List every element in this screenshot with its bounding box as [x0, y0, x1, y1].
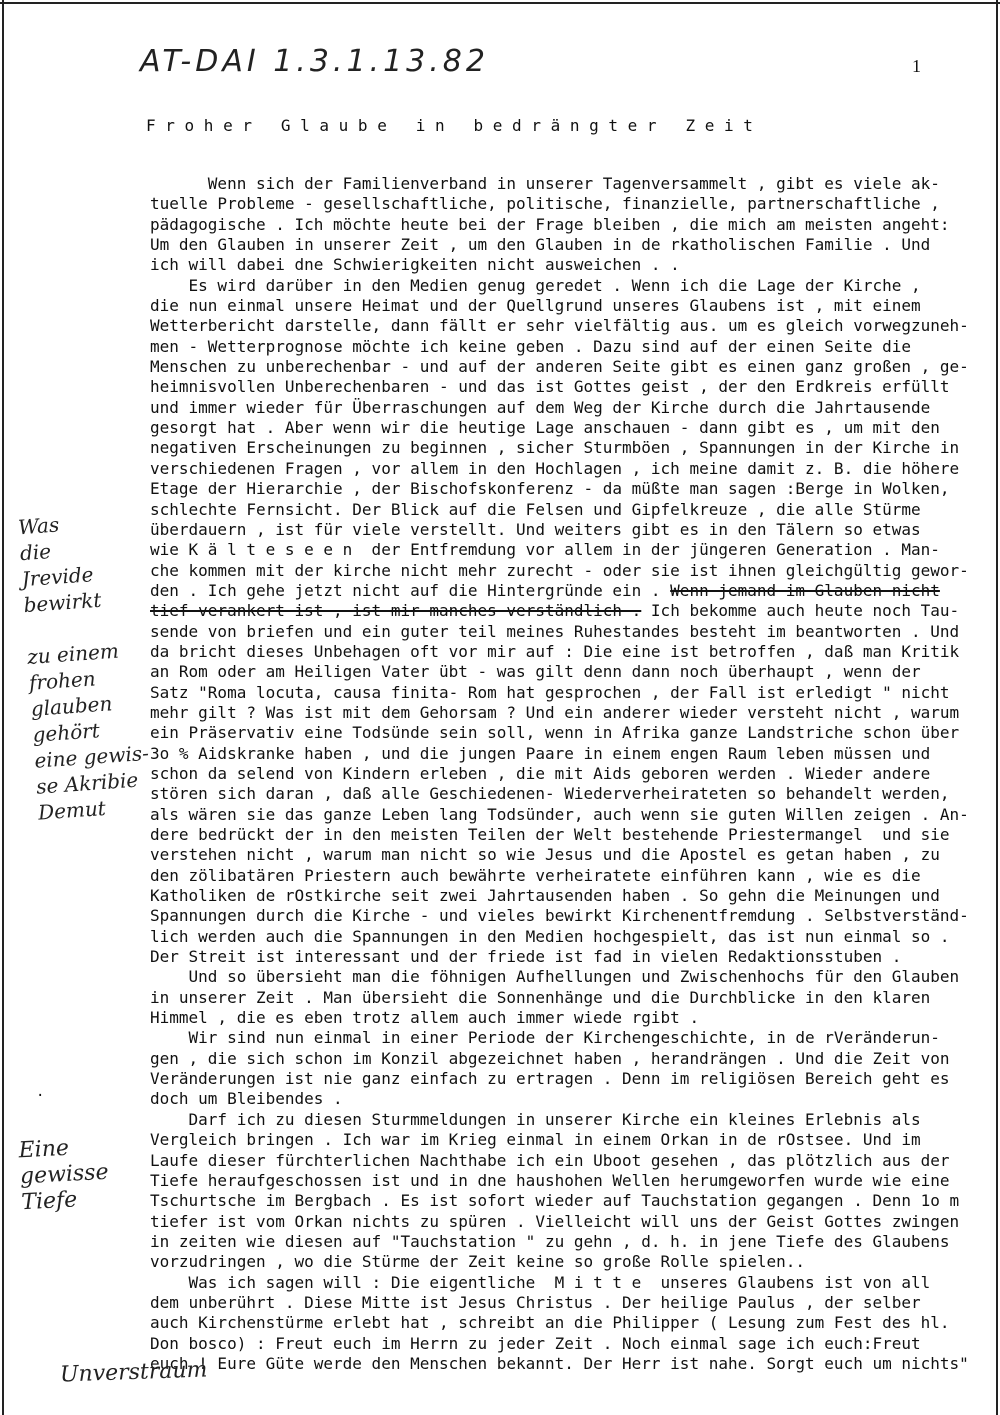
text-line: da bricht dieses Unbehagen oft vor mir auf : Die eine ist betroffen , daß man Kritik	[150, 641, 960, 661]
archive-id: AT-DAI 1.3.1.13.82	[140, 44, 489, 79]
text-line	[150, 601, 1000, 621]
text-line: Was ich sagen will : Die eigentliche M i t t e unseres Glaubens ist von all	[150, 1272, 931, 1292]
text-segment: den . Ich gehe jetzt nicht auf die Hintergründe ein .	[150, 580, 671, 600]
text-line: ein Präservativ eine Todsünde sein soll, wenn in Afrika ganze Landstriche schon über	[150, 723, 960, 743]
text-line: Wenn sich der Familienverband in unserer Tagenversammelt , gibt es viele ak-	[150, 174, 940, 193]
text-line: in zeiten wie diesen auf "Tauchstation " zu gehn , d. h. in jene Tiefe des Glaubens	[150, 1231, 950, 1251]
text-line: heimnisvollen Unberechenbaren - und das ist Gottes geist , der den Erdkreis erfüllt	[150, 377, 950, 397]
text-line: gesorgt hat . Aber wenn wir die heutige Lage anschauen - dann gibt es , um mit den	[150, 418, 940, 438]
page-border-left	[2, 0, 4, 1415]
text-line: Darf ich zu diesen Sturmmeldungen in unserer Kirche ein kleines Erlebnis als	[150, 1109, 921, 1129]
text-line	[150, 581, 1000, 601]
text-line: dere bedrückt der in den meisten Teilen der Welt bestehende Priestermangel und sie	[150, 825, 950, 844]
text-line: Der Streit ist interessant und der friede ist fad in vielen Redaktionsstuben .	[150, 947, 902, 967]
text-line: schlechte Fernsicht. Der Blick auf die Felsen und Gipfelkreuze , die alle Stürme	[150, 499, 921, 519]
text-line: lich werden auch die Spannungen in den Medien hochgespielt, das ist nun einmal so .	[150, 926, 950, 946]
text-line: Wetterbericht darstelle, dann fällt er sehr vielfältig aus. um es gleich vorwegzuneh-	[150, 316, 969, 336]
text-line: als wären sie das ganze Leben lang Todsünder, auch wenn sie guten Willen zeigen . An-	[150, 804, 969, 824]
text-line: Wir sind nun einmal in einer Periode der Kirchengeschichte, in de rVeränderun-	[150, 1028, 940, 1048]
margin-mark: ·	[36, 1088, 45, 1104]
struck-text: tief verankert ist , ist mir manches verständlich .	[150, 601, 642, 621]
text-line: gen , die sich schon im Konzil abgezeichnet haben , herandrängen . Und die Zeit von	[150, 1048, 950, 1068]
text-line: tuelle Probleme - gesellschaftliche, politische, finanzielle, partnerschaftliche ,	[150, 194, 940, 214]
page-border-top	[0, 2, 1000, 4]
document-title: F r o h e r G l a u b e i n b e d r ä n g t e r Z e i t	[146, 116, 753, 135]
text-line: doch um Bleibendes .	[150, 1089, 343, 1109]
struck-text: Wenn jemand im Glauben nicht	[670, 580, 940, 600]
text-line: euch ! Eure Güte werde den Menschen bekannt. Der Herr ist nahe. Sorgt euch um nichts"	[150, 1353, 969, 1373]
text-line: Himmel , die es eben trotz allem auch immer wiede rgibt .	[150, 1008, 700, 1028]
text-line: ich will dabei dne Schwierigkeiten nicht ausweichen . .	[150, 255, 680, 275]
text-line: den zölibatären Priestern auch bewährte verheiratete einführen kann , wie es die	[150, 865, 921, 885]
text-segment	[641, 601, 651, 620]
text-line: Don bosco) : Freut euch im Herrn zu jeder Zeit . Noch einmal sage ich euch:Freut	[150, 1333, 921, 1353]
text-line: die nun einmal unsere Heimat und der Quellgrund unseres Glaubens ist , mit einem	[150, 296, 921, 316]
text-line: Und so übersieht man die föhnigen Aufhellungen und Zwischenhochs für den Glauben	[150, 967, 960, 987]
text-line: Tiefe heraufgeschossen ist und in dne haushohen Wellen herumgeworfen wurde wie eine	[150, 1170, 950, 1190]
text-line: 3o % Aidskranke haben , und die jungen Paare in einem engen Raum leben müssen und	[150, 743, 931, 763]
text-line: verstehen nicht , warum man nicht so wie Jesus und die Apostel es getan haben , zu	[150, 845, 940, 865]
text-line: Menschen zu unberechenbar - und auf der anderen Seite gibt es einen ganz großen , ge-	[150, 357, 969, 377]
text-line: Um den Glauben in unserer Zeit , um den Glauben in de rkatholischen Familie . Und	[150, 235, 931, 255]
text-line: Tschurtsche im Bergbach . Es ist sofort wieder auf Tauchstation gegangen . Denn 1o m	[150, 1191, 960, 1211]
text-line	[150, 1374, 1000, 1394]
text-line: pädagogische . Ich möchte heute bei der Frage bleiben , die mich am meisten angeht:	[150, 214, 950, 234]
text-line: in unserer Zeit . Man übersieht die Sonnenhänge und die Durchblicke in den klaren	[150, 987, 931, 1007]
text-line: Katholiken de rOstkirche seit zwei Jahrtausenden haben . So gehn die Meinungen und	[150, 886, 940, 906]
handwritten-margin-note: Eine gewisse Tiefe	[18, 1135, 110, 1216]
text-line: wie K ä l t e s e e n der Entfremdung vor allem in der jüngeren Generation . Man-	[150, 540, 940, 560]
text-line: Laufe dieser fürchterlichen Nachthabe ich ein Uboot gesehen , das plötzlich aus der	[150, 1150, 950, 1170]
text-line: und immer wieder für Überraschungen auf dem Weg der Kirche durch die Jahrtausende	[150, 397, 931, 417]
text-line: Satz "Roma locuta, causa finita- Rom hat gesprochen , der Fall ist erledigt " nicht	[150, 682, 950, 702]
text-line: auch Kirchenstürme erlebt hat , schreibt an die Philipper ( Lesung zum Fest des hl.	[150, 1313, 950, 1333]
text-line: tiefer ist vom Orkan nichts zu spüren . Vielleicht will uns der Geist Gottes zwingen	[150, 1211, 960, 1231]
text-line: verschiedenen Fragen , vor allem in den Hochlagen , ich meine damit z. B. die höhere	[150, 458, 960, 478]
handwritten-margin-note: Was die Jrevide bewirkt zu einem frohen glauben gehört eine gewis- se Akribie Demut	[17, 512, 150, 825]
text-line: sende von briefen und ein guter teil meines Ruhestandes besteht im beantworten . Und	[150, 621, 960, 641]
text-line: Es wird darüber in den Medien genug geredet . Wenn ich die Lage der Kirche ,	[150, 275, 921, 295]
text-line: che kommen mit der kirche nicht mehr zurecht - oder sie ist ihnen gleichgültig gewor-	[150, 560, 969, 580]
text-line: Etage der Hierarchie , der Bischofskonferenz - da müßte man sagen :Berge in Wolken,	[150, 479, 950, 499]
text-segment: Ich bekomme auch heute noch Tau-	[650, 601, 960, 621]
text-line: Vergleich bringen . Ich war im Krieg einmal in einem Orkan in de rOstsee. Und im	[150, 1130, 921, 1150]
text-line: überdauern , ist für viele verstellt. Und weiters gibt es in den Tälern so etwas	[150, 519, 921, 539]
text-line: an Rom oder am Heiligen Vater übt - was gilt denn dann noch überhaupt , wenn der	[150, 662, 921, 682]
document-body	[150, 174, 1000, 1395]
handwritten-signature-note: Unverstraum	[59, 1357, 208, 1388]
text-line: Veränderungen ist nie ganz einfach zu ertragen . Denn im religiösen Bereich geht es	[150, 1069, 950, 1089]
text-line: vorzudringen , wo die Stürme der Zeit keine so große Rolle spielen..	[150, 1252, 806, 1272]
text-line: stören sich daran , daß alle Geschiedenen- Wiederverheirateten so behandelt werden,	[150, 784, 950, 804]
text-line: negativen Erscheinungen zu beginnen , sicher Sturmböen , Spannungen in der Kirche in	[150, 438, 960, 458]
text-line: dem unberührt . Diese Mitte ist Jesus Christus . Der heilige Paulus , der selber	[150, 1292, 921, 1312]
text-line: schon da selend von Kindern erleben , die mit Aids geboren werden . Wieder andere	[150, 763, 931, 783]
text-line: men - Wetterprognose möchte ich keine geben . Dazu sind auf der einen Seite die	[150, 336, 911, 356]
page-number: 1	[912, 56, 921, 76]
text-line: mehr gilt ? Was ist mit dem Gehorsam ? Und ein anderer wieder versteht nicht , warum	[150, 702, 960, 722]
text-line: Spannungen durch die Kirche - und vieles bewirkt Kirchenentfremdung . Selbstverständ-	[150, 906, 969, 926]
